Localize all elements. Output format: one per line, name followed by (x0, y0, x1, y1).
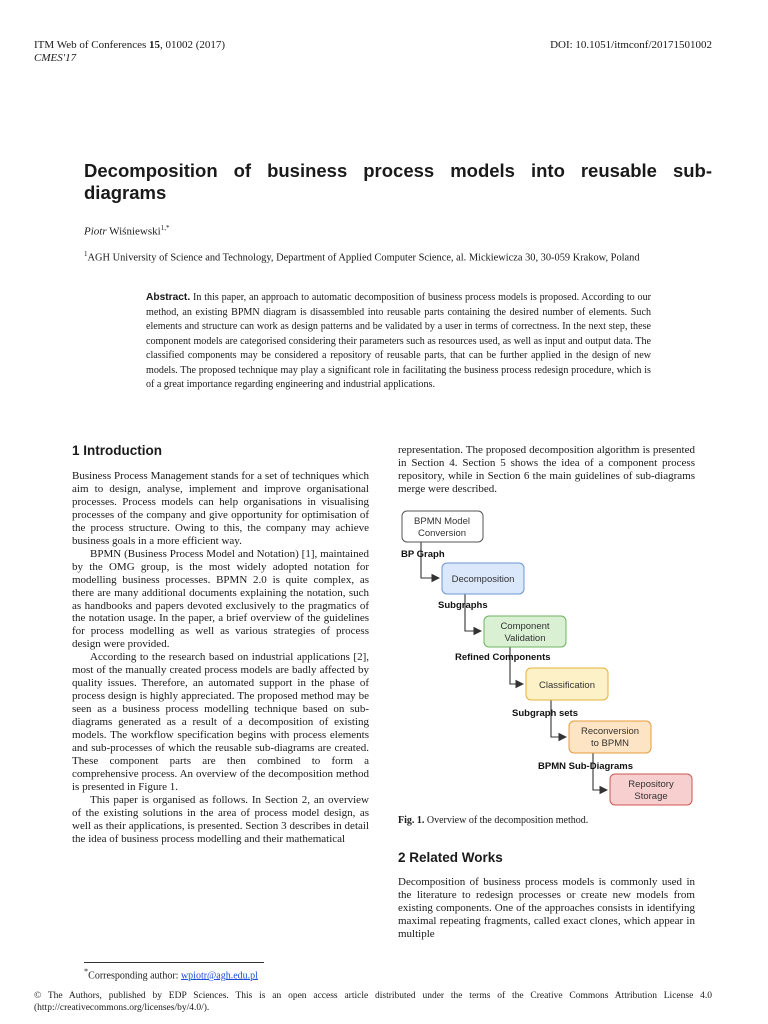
edge-label-subgraph-sets: Subgraph sets (512, 708, 578, 719)
affiliation-mark: 1 (84, 250, 88, 258)
flow-box (402, 511, 483, 542)
flow-box (484, 616, 566, 647)
intro-paragraph: BPMN (Business Process Model and Notation) [1], maintained by the OMG group, is the most widely adopted notation for modelling business processes. BPMN 2.0 is quite complex, as there are many additional documents explaining the notation, such as handbooks and papers devoted exclusively to the pragmatics of the notation usage. In the paper, a brief overview of the guidelines for process modelling as well as various strategies of process design were provided. (72, 547, 369, 651)
edge-label-refined-components: Refined Components (455, 652, 551, 663)
decomposition-flow-figure (396, 505, 696, 810)
abstract-label: Abstract. (146, 292, 191, 303)
box-label: Validation (504, 633, 546, 644)
affiliation (84, 250, 724, 263)
intro-paragraph: This paper is organised as follows. In Section 2, an overview of the existing solutions in the area of process model design, as well as their applications, is presented. Section 3 describes in detail the idea of business process modelling and their mathematical (72, 793, 369, 845)
journal-issue: , 01002 (2017) (159, 39, 226, 51)
doi[interactable]: DOI: 10.1051/itmconf/20171501002 (550, 39, 712, 51)
footnote (84, 967, 258, 981)
flow-box (526, 668, 608, 700)
box-label: Classification (539, 680, 595, 691)
box-label: Reconversion (580, 726, 640, 737)
edge-label-bpmn-sub-diagrams: BPMN Sub-Diagrams (538, 761, 634, 772)
edge-label-subgraphs: Subgraphs (438, 600, 488, 611)
right-column-top (398, 444, 695, 496)
author-email-link[interactable]: wpiotr@agh.edu.pl (180, 970, 258, 982)
abstract-text: In this paper, an approach to automatic decomposition of business process models is proposed. According to our method, an existing BPMN diagram is disassembled into reusable parts containing the desired number of elements. Such elements and structure can work as design patterns and be validated by a user in terms of correctness. In the next step, these component models are categorised considering their parameters such as resources used, as well as input and output data. The classified components may be considered a repository of reusable parts, that can be further applied in the design of new models. The proposed technique may play a significant role in facilitating the business process redesign procedure, which is of a great importance regarding engineering and industrial applications. (146, 292, 651, 390)
section-heading-related-works: 2 Related Works (398, 850, 503, 865)
conference-name: CMES'17 (34, 52, 77, 64)
abstract (146, 291, 651, 393)
footnote-mark: * (84, 967, 89, 976)
intro-paragraph: Business Process Management stands for a set of techniques which aim to design, analyse, implement and improve organisational processes. Process models can help organisations in visualising processes of the company and give opportunity for optimisation of the process structure. Owing to this, the company may achieve business goals in a more efficient way. (72, 470, 369, 547)
intro-paragraph: According to the research based on industrial applications [2], most of the manually created process models are badly affected by quality issues. Therefore, an automated support in the phase of process design is highly appreciated. The proposed method may be seen as a business process modelling technique based on sub-diagrams generated as a result of a decomposition of existing models. The workflow specification begins with process elements and sub-processes of which the reusable sub-diagrams are created. These component parts are then combined to form a comprehensive process. An overview of the decomposition method is presented in Figure 1. (72, 651, 369, 793)
introduction-body (72, 470, 369, 846)
box-label: to BPMN (590, 738, 630, 749)
author-line (84, 224, 169, 238)
intro-continuation: representation. The proposed decomposition algorithm is presented in Section 4. Section 5 shows the idea of a component process repository, while in Section 6 the main guidelines of sub-diagrams merge were described. (398, 444, 695, 495)
journal-name: ITM Web of Conferences (34, 39, 149, 51)
caption-text: Overview of the decomposition method. (424, 815, 589, 826)
box-label: Component (500, 621, 550, 632)
flow-box (610, 774, 692, 805)
box-label: BPMN Model (414, 516, 470, 527)
author-marks: 1,* (160, 224, 170, 232)
section-heading-introduction: 1 Introduction (72, 443, 162, 458)
author-last-name: Wiśniewski (106, 225, 161, 238)
figure-caption (398, 815, 588, 826)
box-label: Storage (634, 791, 668, 802)
author-first-name: Piotr (84, 225, 107, 238)
box-label: Conversion (417, 528, 467, 539)
flow-box (569, 721, 651, 753)
box-label: Repository (628, 779, 674, 790)
footnote-divider (84, 962, 264, 963)
affiliation-text: AGH University of Science and Technology, Department of Applied Computer Science, al. Mickiewicza 30, 30-059 Krakow, Poland (87, 252, 640, 264)
license-notice: © The Authors, published by EDP Sciences. This is an open access article distributed under the terms of the Creative Commons Attribution License 4.0 (http://creativecommons.org/licenses/by/4.0/). (34, 991, 712, 1013)
footnote-text: Corresponding author: (88, 970, 181, 982)
paper-title: Decomposition of business process models into reusable sub-diagrams (84, 160, 712, 203)
journal-volume: 15 (148, 39, 160, 51)
related-paragraph: Decomposition of business process models is commonly used in the literature to redesign processes or create new models from existing components. One of the approaches consists in identifying maximal repeating fragments, called exact clones, which appear in multiple (398, 876, 695, 940)
box-label: Decomposition (451, 574, 515, 585)
edge-label-bp-graph: BP Graph (401, 549, 445, 560)
related-works-body (398, 876, 695, 941)
caption-label: Fig. 1. (398, 815, 425, 826)
flow-box (442, 563, 524, 594)
journal-citation (34, 39, 225, 51)
